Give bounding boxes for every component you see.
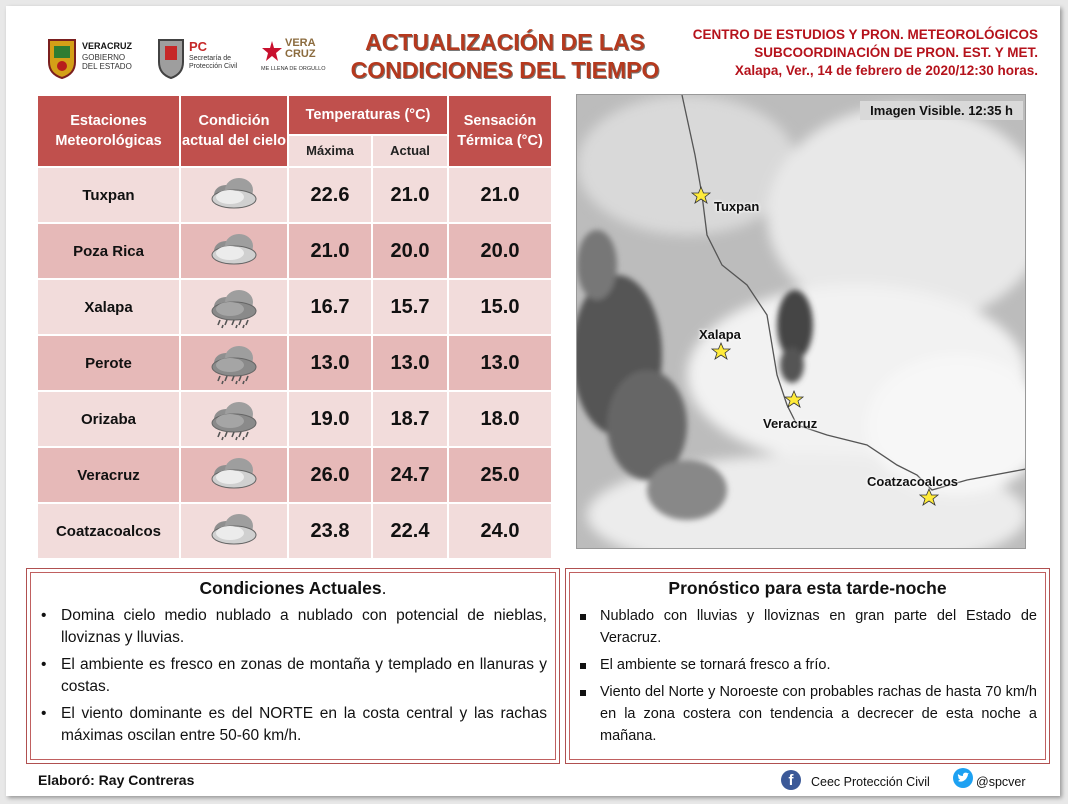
vc-logo-sub: ME LLENA DE ORGULLO [261,66,326,72]
thermal-feel: 18.0 [448,391,552,447]
table-row [37,503,552,559]
forecast-title: Pronóstico para esta tarde-noche [668,578,947,598]
header-temperatures: Temperaturas (°C) [288,95,448,135]
bullet-icon [580,681,586,703]
cloudy-icon [181,453,287,497]
header-feel: Sensación Térmica (°C) [448,95,552,167]
stations-table [36,94,553,560]
list-item-text: El ambiente es fresco en zonas de montaña y templado en llanuras y costas. [61,656,547,695]
station-name: Tuxpan [37,167,180,223]
sky-condition [180,223,288,279]
agency-line-2: SUBCOORDINACIÓN DE PRON. EST. Y MET. [754,45,1038,60]
veracruz-orgullo-logo [261,36,336,82]
list-item [39,605,547,649]
cloudy-icon [181,229,287,273]
logo-bar [46,30,336,90]
veracruz-logo-sub2: DEL ESTADO [82,62,132,71]
pc-logo-title: PC [189,39,208,54]
temp-actual: 18.7 [372,391,448,447]
list-item [578,681,1037,747]
sky-condition [180,447,288,503]
city-label-coatzacoalcos: Coatzacoalcos [867,474,959,489]
sky-condition [180,279,288,335]
agency-date-line: Xalapa, Ver., 14 de febrero de 2020/12:30 horas. [734,63,1038,78]
temp-actual: 13.0 [372,335,448,391]
weather-bulletin [6,6,1060,796]
list-item [578,605,1037,649]
satellite-label: Imagen Visible. 12:35 h [860,101,1023,120]
temp-max: 26.0 [288,447,372,503]
station-name: Poza Rica [37,223,180,279]
drizzle-icon [181,285,287,329]
twitter-handle[interactable]: @spcver [976,775,1026,789]
pc-shield-icon [156,36,186,80]
agency-info [618,26,1038,80]
sky-condition [180,503,288,559]
table-row [37,223,552,279]
table-row [37,279,552,335]
thermal-feel: 15.0 [448,279,552,335]
bullet-icon: • [41,656,47,673]
sky-condition [180,335,288,391]
title-line-2: CONDICIONES DEL TIEMPO [350,57,660,83]
vc-logo-top: VERA [285,37,316,49]
temp-max: 16.7 [288,279,372,335]
veracruz-logo-title: VERACRUZ [82,41,133,51]
header-condition: Condición actual del cielo [180,95,288,167]
city-label-xalapa: Xalapa [699,327,741,342]
list-item [39,703,547,747]
temp-actual: 20.0 [372,223,448,279]
temp-actual: 22.4 [372,503,448,559]
drizzle-icon [181,341,287,385]
bullet-icon: • [41,607,47,624]
forecast-list [570,605,1045,747]
bullet-icon [580,654,586,676]
veracruz-logo-sub1: GOBIERNO [82,53,126,62]
current-conditions-list [31,605,555,747]
city-label-tuxpan: Tuxpan [714,199,760,214]
current-title-text: Condiciones Actuales [199,578,382,598]
station-name: Coatzacoalcos [37,503,180,559]
temp-actual: 15.7 [372,279,448,335]
thermal-feel: 25.0 [448,447,552,503]
thermal-feel: 21.0 [448,167,552,223]
header-actual: Actual [372,135,448,167]
proteccion-civil-logo [156,36,256,82]
forecast-frame [569,572,1046,760]
pc-logo-sub1: Secretaría de [189,55,232,62]
star-pattern-icon [261,40,283,62]
satellite-map [577,95,1026,549]
station-name: Xalapa [37,279,180,335]
cloudy-icon [181,173,287,217]
twitter-icon[interactable] [953,768,973,788]
list-item-text: El ambiente se tornará fresco a frío. [600,657,831,673]
station-name: Orizaba [37,391,180,447]
table-row [37,335,552,391]
current-conditions-title [31,578,555,599]
table-row [37,447,552,503]
current-conditions-box [26,568,560,764]
cloudy-icon [181,509,287,553]
list-item-text: Nublado con lluvias y lloviznas en gran parte del Estado de Veracruz. [600,608,1037,646]
bullet-icon [580,605,586,627]
author-credit: Elaboró: Ray Contreras [38,772,195,788]
header-station: Estaciones Meteorológicas [37,95,180,167]
station-name: Veracruz [37,447,180,503]
coat-of-arms-icon [46,36,78,80]
facebook-icon[interactable]: f [781,770,801,790]
temp-max: 19.0 [288,391,372,447]
current-title-suffix: . [381,578,387,598]
thermal-feel: 20.0 [448,223,552,279]
temp-max: 21.0 [288,223,372,279]
list-item [39,654,547,698]
table-row [37,391,552,447]
list-item-text: El viento dominante es del NORTE en la costa central y las rachas máximas oscilan entre 50-60 km/h. [61,705,547,744]
title-line-1: ACTUALIZACIÓN DE LAS [365,29,645,55]
agency-line-1: CENTRO DE ESTUDIOS Y PRON. METEOROLÓGICOS [692,27,1038,42]
temp-max: 13.0 [288,335,372,391]
list-item-text: Viento del Norte y Noroeste con probables rachas de hasta 70 km/h en la zona costera con tendencia a decrecer de esta noche a mañana. [600,684,1037,744]
table-row [37,167,552,223]
list-item [578,654,1037,676]
veracruz-government-logo [46,36,151,82]
temp-max: 23.8 [288,503,372,559]
temp-actual: 21.0 [372,167,448,223]
header-max: Máxima [288,135,372,167]
temp-actual: 24.7 [372,447,448,503]
satellite-image [576,94,1026,549]
thermal-feel: 13.0 [448,335,552,391]
current-conditions-frame [30,572,556,760]
list-item-text: Domina cielo medio nublado a nublado con potencial de nieblas, lloviznas y lluvias. [61,607,547,646]
station-name: Perote [37,335,180,391]
drizzle-icon [181,397,287,441]
sky-condition [180,167,288,223]
pc-logo-sub2: Protección Civil [189,63,238,70]
temp-max: 22.6 [288,167,372,223]
bullet-icon: • [41,705,47,722]
city-label-veracruz: Veracruz [763,416,818,431]
forecast-box [565,568,1050,764]
vc-logo-bottom: CRUZ [285,48,316,60]
thermal-feel: 24.0 [448,503,552,559]
sky-condition [180,391,288,447]
facebook-link[interactable]: Ceec Protección Civil [811,775,930,789]
